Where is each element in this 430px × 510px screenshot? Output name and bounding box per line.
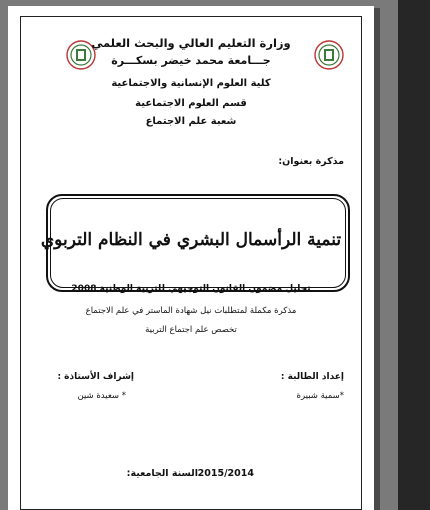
subtitle: تحليل مضمون القانون التوجيهي للتربية الوطنية 2008	[71, 284, 311, 294]
window-right-bar	[398, 0, 430, 510]
memo-label: مذكرة بعنوان:	[278, 156, 344, 167]
main-title: تنمية الرأسمال البشري في النظام التربوي	[40, 230, 342, 250]
specialization: تخصص علم اجتماع التربية	[145, 325, 237, 335]
department-name: قسم العلوم الاجتماعية	[135, 98, 247, 109]
faculty-name: كلية العلوم الإنسانية والاجتماعية	[111, 78, 271, 89]
ministry-name: وزارة التعليم العالي والبحث العلمي	[91, 36, 291, 50]
page-shadow	[374, 8, 380, 510]
branch-name: شعبة علم الاجتماع	[145, 116, 237, 127]
supervisor-name: * سعيدة شين	[77, 391, 126, 401]
student-label: إعداد الطالبة :	[280, 372, 344, 382]
degree-line: مذكرة مكملة لمتطلبات نيل شهادة الماستر في علم الاجتماع	[85, 306, 297, 316]
supervisor-label: إشراف الأستاذة :	[57, 372, 134, 382]
student-name: *سمية شبيرة	[296, 391, 344, 401]
university-name: جـــامعة محمد خيضر بسكـــرة	[111, 54, 271, 67]
document-page	[8, 6, 374, 510]
academic-year-value: 2015/2014	[197, 468, 254, 479]
academic-year-label: السنة الجامعية:	[126, 468, 198, 479]
